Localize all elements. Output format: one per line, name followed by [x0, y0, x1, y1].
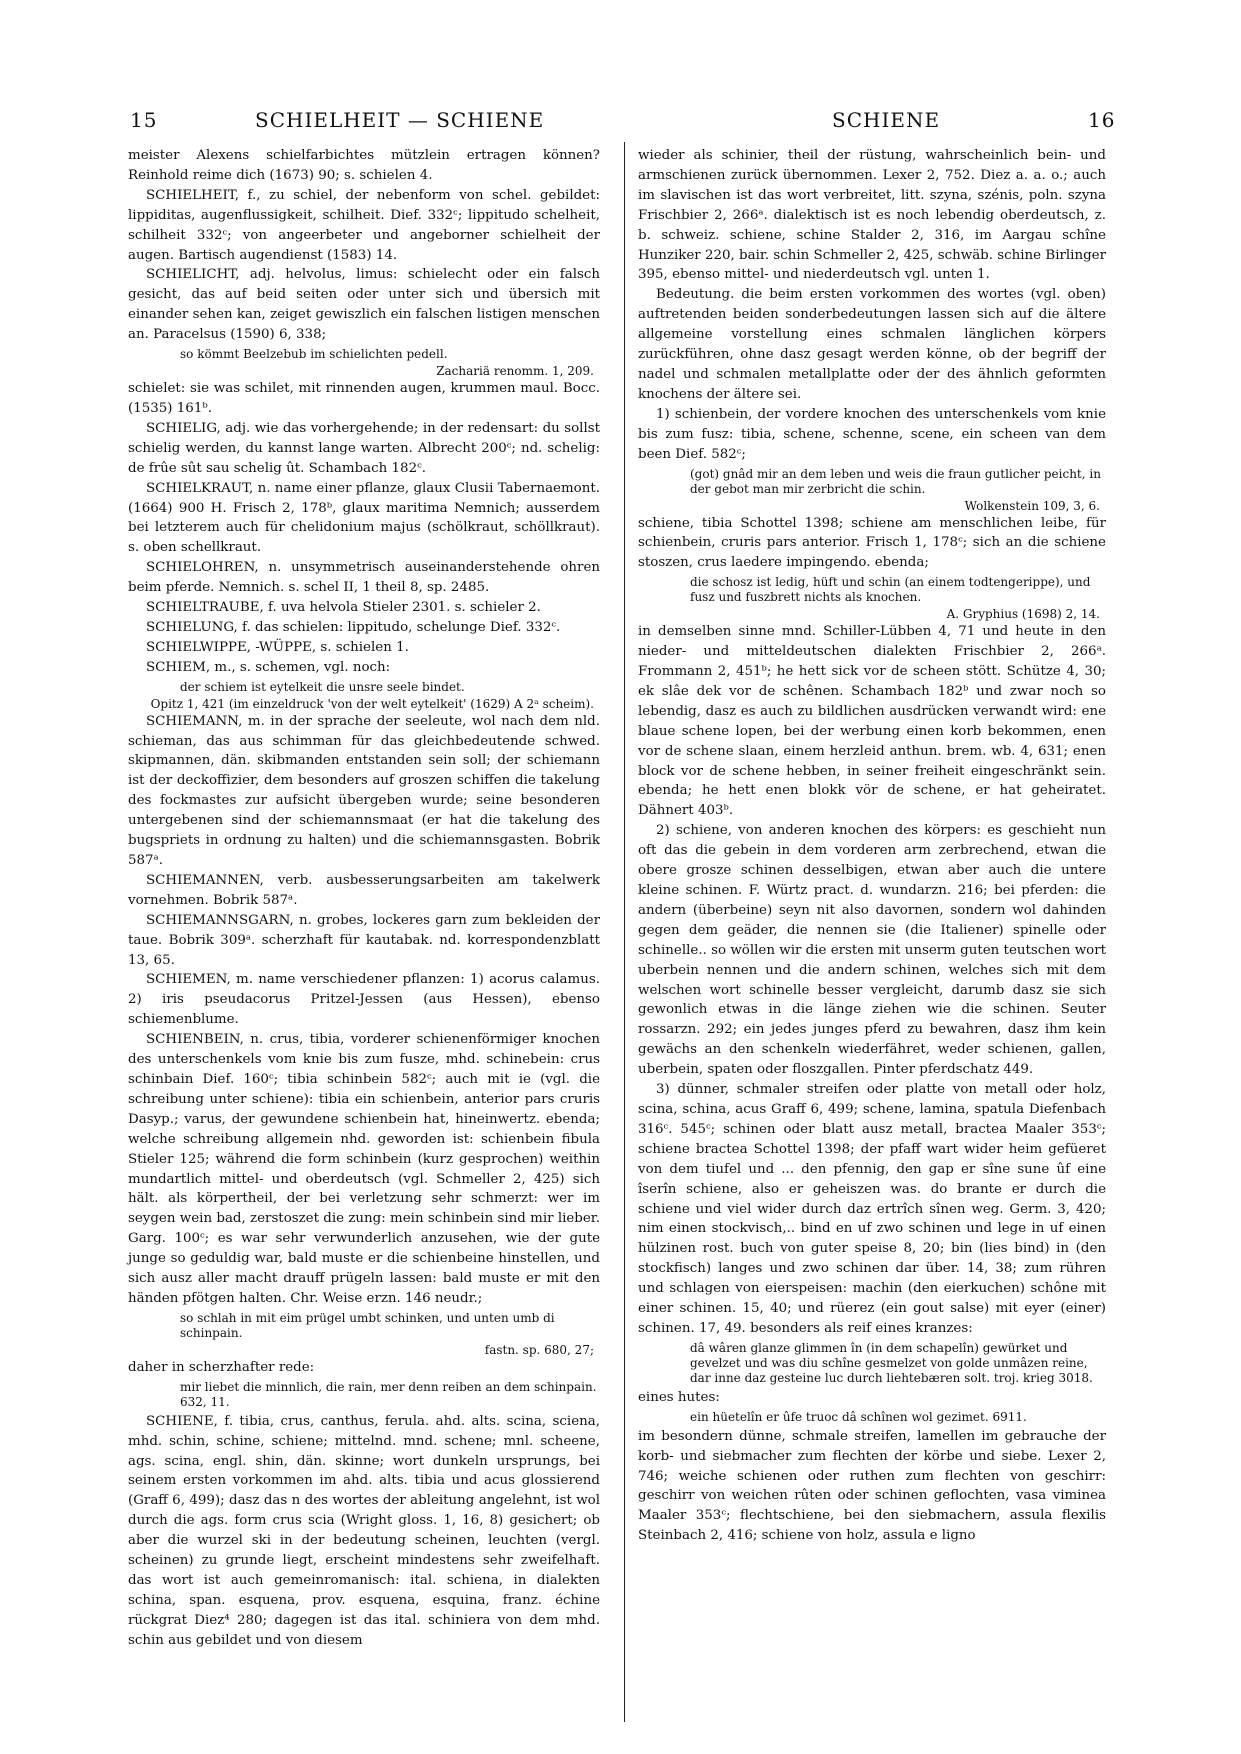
dictionary-entry: SCHIELUNG, f. das schielen: lippitudo, schelunge Dief. 332ᶜ.: [146, 619, 561, 635]
dictionary-entry: 3) dünner, schmaler streifen oder platte von metall oder holz, scina, schina, acus Graff 6, 499; schene, lamina, spatula Diefenbach 316ᶜ. 545ᶜ; schinen oder blatt ausz metall, bractea Maaler 353ᶜ; schiene bractea Schottel 1398; der pfaff wart wider heim gefüeret von dem tiufel und ... den pfennig, den gap er sîne sune ûf eine îserîn schiene, also er geheiszen was. do brante er durch die schiene und viel wider durch daz ertrîch sînen weg. Germ. 3, 420; nim einen stockvisch,.. bind en uf zwo schinen und lege in uf einen hülzinen rost. buch von guter speise 8, 20; bin (lies bind) in (den stockfisch) langes und zwo schinen dar über. 14, 38; zum rühren und schlagen von eierspeisen: machin (den eierkuchen) schône mit einer schinen. 15, 40; und rüerez (ein gout salse) mit eyer (einer) schinen. 17, 49. besonders als reif eines kranzes:: [638, 1082, 1106, 1336]
dictionary-entry: SCHIELICHT, adj. helvolus, limus: schielecht oder ein falsch gesicht, das auf beid seiten oder unter sich und übersich mit einander sehen kan, zeiget gewiszlich ein falschen listigen menschen an. Paracelsus (1590) 6, 338;: [128, 267, 600, 343]
dictionary-entry: SCHIELTRAUBE, f. uva helvola Stieler 2301. s. schieler 2.: [146, 600, 541, 616]
quotation-source: A. Gryphius (1698) 2, 14.: [946, 607, 1100, 622]
dictionary-entry: Bedeutung. die beim ersten vorkommen des wortes (vgl. oben) auftretenden beiden sonderbedeutungen lassen sich auf die ältere allgemeine vorstellung eines schmalen länglichen körpers zurückführen, ohne dasz gesagt werden könne, ob der begriff der nadel und schmalen metallplatte oder der des ähnlich geformten knochens der ältere sei.: [638, 287, 1106, 402]
dictionary-entry: 1) schienbein, der vordere knochen des unterschenkels vom knie bis zum fusz: tibia, schene, schenne, scene, ein scheen van dem been Dief. 582ᶜ;: [638, 406, 1106, 462]
dictionary-entry: schiene, tibia Schottel 1398; schiene am menschlichen leibe, für schienbein, cruris pars anterior. Frisch 1, 178ᶜ; sich an die schiene stoszen, crus laedere impingendo. ebenda;: [638, 515, 1106, 571]
quotation-source: Wolkenstein 109, 3, 6.: [964, 498, 1100, 513]
dictionary-entry: SCHIEMANNEN, verb. ausbesserungsarbeiten am takelwerk vornehmen. Bobrik 587ᵃ.: [128, 872, 600, 908]
right-running-title: SCHIENE: [832, 108, 941, 132]
dictionary-entry: 2) schiene, von anderen knochen des körpers: es geschieht nun oft das die gebein in dem vorderen arm zerbrechend, etwan die obere grosze schinen desselbigen, etwan aber auch die untere kleine schinen. F. Würtz pract. d. wundarzn. 216; bei pferden: die andern (überbeine) seyn nit also davornen, sondern wol dahinden gegen dem geäder, die nennen sie (die Italiener) spinelle oder schinelle.. so wöllen wir die ersten mit unserm guten teutschen wort uberbein nennen und die andern schinen, welches sich mit dem welschen wort schinelle besser vergleicht, darumb dasz sie sich gewonlich etwas in die länge ziehen wie die schinen. Seuter rossarzn. 292; ein jedes junges pferd zu bewahren, dasz ihm kein gewächs an den schenkeln wiederfähret, weder schienen, gallen, uberbein, spaten oder floszgallen. Pinter pferdschatz 449.: [638, 823, 1106, 1078]
quotation: ein hüetelîn er ûfe truoc dâ schînen wol gezimet. 6911.: [690, 1409, 1027, 1424]
left-column: [128, 146, 600, 1651]
dictionary-entry: SCHIEMEN, m. name verschiedener pflanzen: 1) acorus calamus. 2) iris pseudacorus Pritzel-Jessen (aus Hessen), ebenso schiemenblume.: [128, 972, 600, 1028]
dictionary-entry: eines hutes:: [638, 1389, 720, 1405]
quotation: so schlah in mit eim prügel umbt schinken, und unten umb di schinpain.: [180, 1310, 555, 1340]
quotation: der schiem ist eytelkeit die unsre seele bindet.: [180, 679, 465, 694]
left-running-title: SCHIELHEIT — SCHIENE: [255, 108, 545, 132]
dictionary-entry: SCHIENE, f. tibia, crus, canthus, ferula. ahd. alts. scina, sciena, mhd. schin, schine, schiene; mittelnd. mnd. schene; mnl. scheene, ags. scina, engl. shin, dän. skinne; wort dunkeln ursprungs, bei seinem ersten vorkommen im ahd. alts. tibia und acus glossierend (Graff 6, 499); dasz das n des wortes der ableitung angelehnt, ist wol durch die ags. form crus scia (Wright gloss. 1, 16, 8) gesichert; ob aber die wurzel ski in der bedeutung scheinen, leuchten (vergl. scheinen) zu grunde liegt, erscheint mindestens sehr zweifelhaft. das wort ist auch gemeinromanisch: ital. schiena, in dialekten schina, span. esquena, prov. esquena, esquina, franz. échine rückgrat Diez⁴ 280; dagegen ist das ital. schiniera von dem mhd. schin aus gebildet und von diesem: [128, 1413, 600, 1648]
quotation: so kömmt Beelzebub im schielichten pedell.: [180, 347, 448, 362]
dictionary-entry: im besondern dünne, schmale streifen, lamellen im gebrauche der korb- und siebmacher zum flechten der körbe und siebe. Lexer 2, 746; weiche schienen oder ruthen zum flechten von geschirr: geschirr von weichen rûten oder schinen geflochten, vasa viminea Maaler 353ᶜ; flechtschiene, bei den siebmachern, assula flexilis Steinbach 2, 416; schiene von holz, assula e ligno: [638, 1428, 1106, 1544]
dictionary-entry: SCHIENBEIN, n. crus, tibia, vorderer schienenförmiger knochen des unterschenkels vom knie bis zum fusze, mhd. schinebein: crus schinbain Dief. 160ᶜ; tibia schinbein 582ᶜ; auch mit ie (vgl. die schreibung unter schiene): tibia ein schienbein, anterior pars cruris Dasyp.; varus, der gewundene schienbein hat, hineinwertz. ebenda; welche schreibung allgemein nhd. geworden ist: schienbein fibula Stieler 125; während die form schinbein (kurz gesprochen) weithin mundartlich mittel- und oberdeutsch (vgl. Schmeller 2, 425) sich hält. als körpertheil, der bei verletzung sehr schmerzt: wer im seygen wein bad, zerstoszet die zung: mein schinbein sind mir lieber. Garg. 100ᶜ; es war sehr verwunderlich anzusehen, wie der gute junge so geduldig war, bald muste er die schienbeine hinstellen, und sich ausz aller macht drauff prügeln lassen: bald muste er mit den händen pfötgen halten. Chr. Weise erzn. 146 neudr.;: [128, 1032, 600, 1306]
quotation: die schosz ist ledig, hüft und schin (an einem todtengerippe), und fusz und fuszbrett nichts als knochen.: [690, 575, 1091, 605]
dictionary-entry: SCHIELKRAUT, n. name einer pflanze, glaux Clusii Tabernaemont. (1664) 900 H. Frisch 2, 178ᵇ, glaux maritima Nemnich; ausserdem bei letzterem auch für chelidonium majus (schölkraut, schöllkraut). s. oben schellkraut.: [128, 480, 600, 556]
dictionary-entry: wieder als schinier, theil der rüstung, wahrscheinlich bein- und armschienen zurück übernommen. Lexer 2, 752. Diez a. a. o.; auch im slavischen ist das wort verbreitet, litt. szyna, szénis, poln. szyna Frischbier 2, 266ᵃ. dialektisch ist es noch lebendig oberdeutsch, z. b. schweiz. schiene, schine Stalder 2, 316, im Aargau schîne Hunziker 220, bair. schin Schmeller 2, 425, schwäb. schine Birlinger 395, ebenso mittel- und niederdeutsch vgl. unten 1.: [638, 148, 1106, 283]
dictionary-entry: SCHIELHEIT, f., zu schiel, der nebenform von schel. gebildet: lippiditas, augenflussigkeit, schilheit. Dief. 332ᶜ; lippitudo schelheit, schilheit 332ᶜ; von angeerbeter und angeborner schielheit der augen. Bartisch augendienst (1583) 14.: [128, 187, 600, 263]
right-column: [638, 146, 1106, 1546]
right-page-number: 16: [1088, 108, 1116, 132]
left-page-number: 15: [130, 108, 158, 132]
dictionary-entry: in demselben sinne mnd. Schiller-Lübben 4, 71 und heute in den nieder- und mitteldeutschen dialekten Frischbier 2, 266ᵃ. Frommann 2, 451ᵇ; he hett sick vor de scheen stött. Schütze 4, 30; ek slâe dek vor de schênen. Schambach 182ᵇ und zwar noch so lebendig, dasz es auch zu bildlichen ausdrücken verwandt wird: ene blaue schene lopen, bei der werbung einen korb bekommen, enen vor de schene slaan, einem herzleid anthun. brem. wb. 4, 631; enen block vor de schene hebben, in seiner freiheit eingeschränkt sein. ebenda; he hett enen blokk vör de schene, er hat geheiratet. Dähnert 403ᵇ.: [638, 624, 1106, 819]
dictionary-entry: meister Alexens schielfarbichtes mützlein ertragen können? Reinhold reime dich (1673) 90; s. schielen 4.: [128, 148, 600, 183]
dictionary-entry: SCHIEM, m., s. schemen, vgl. noch:: [146, 659, 391, 675]
quotation-source: Zachariä renomm. 1, 209.: [436, 364, 594, 379]
dictionary-entry: daher in scherzhafter rede:: [128, 1359, 315, 1375]
dictionary-entry: SCHIEMANN, m. in der sprache der seeleute, wol nach dem nld. schieman, das aus schimman für das gleichbedeutende schwed. skipmannen, dän. skibmanden entstanden sein soll; der schiemann ist der deckoffizier, dem besonders auf groszen schiffen die takelung des fockmastes zur aufsicht übergeben wurde; seine besonderen untergebenen sind der schiemannsmaat (er hat die takelung des bugspriets in ordnung zu halten) und die schiemannsgasten. Bobrik 587ᵃ.: [128, 713, 600, 868]
quotation-source: fastn. sp. 680, 27;: [484, 1342, 594, 1357]
quotation: mir liebet die minnlich, die rain, mer denn reiben an dem schinpain. 632, 11.: [180, 1379, 597, 1409]
dictionary-entry: SCHIEMANNSGARN, n. grobes, lockeres garn zum bekleiden der taue. Bobrik 309ᵃ. scherzhaft für kautabak. nd. korrespondenzblatt 13, 65.: [128, 912, 600, 968]
quotation-source: Opitz 1, 421 (im einzeldruck 'von der welt eytelkeit' (1629) A 2ᵃ scheim).: [150, 696, 594, 711]
dictionary-entry: SCHIELOHREN, n. unsymmetrisch auseinanderstehende ohren beim pferde. Nemnich. s. schel II, 1 theil 8, sp. 2485.: [128, 560, 600, 596]
dictionary-entry: SCHIELIG, adj. wie das vorhergehende; in der redensart: du sollst schielig werden, du kannst lange warten. Albrecht 200ᶜ; nd. schelig: de frûe sût sau schelig ût. Schambach 182ᶜ.: [128, 420, 600, 476]
quotation: (got) gnâd mir an dem leben und weis die fraun gutlicher peicht, in der gebot man mir zerbricht die schin.: [690, 466, 1101, 496]
dictionary-entry: schielet: sie was schilet, mit rinnenden augen, krummen maul. Bocc. (1535) 161ᵇ.: [128, 381, 600, 416]
quotation: dâ wâren glanze glimmen în (in dem schapelîn) gewürket und gevelzet und was diu schîne gesmelzet von golde unmâzen reine, dar inne daz gesteine luc durch liehtebæren solt. troj. krieg 3018.: [690, 1340, 1093, 1385]
dictionary-entry: SCHIELWIPPE, -WÜPPE, s. schielen 1.: [146, 639, 409, 655]
column-divider: [624, 142, 625, 1722]
